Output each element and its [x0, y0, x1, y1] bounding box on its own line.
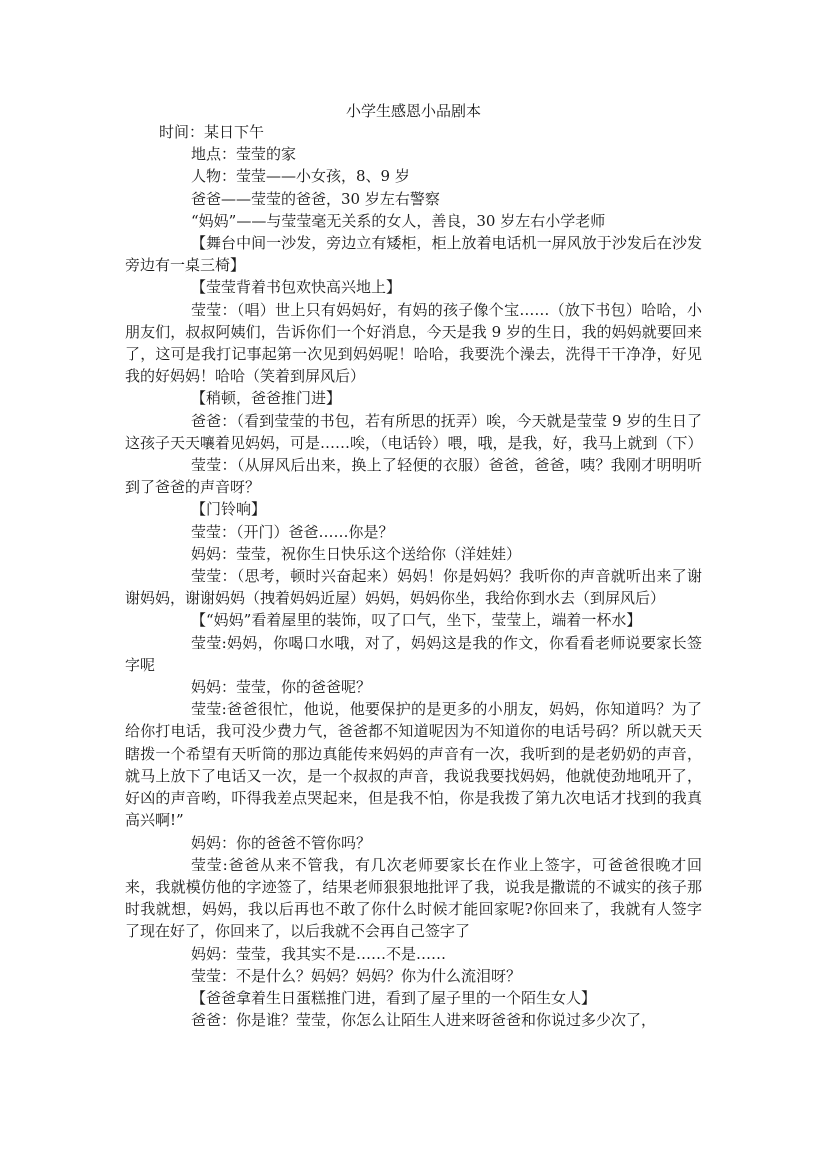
paragraph-direction-3: 【门铃响】 [191, 500, 267, 519]
paragraph-line-9: 莹莹:爸爸很忙，他说，他要保护的是更多的小朋友，妈妈，你知道吗？为了给你打电话，我可没少费力气，爸爸都不知道呢因为不知道你的电话号码？所以就天天瞎拨一个希望有天听筒的那边真能传来妈妈的声音有一次，我听到的是老奶奶的声音，就马上放下了电话又一次，是一个叔叔的声音，我说我要找妈妈，他就使劲地吼开了，好凶的声音哟，吓得我差点哭起来，但是我不怕，你是我拨了第九次电话才找到的我真高兴啊!” [125, 700, 702, 830]
paragraph-character-yingying: 人物：莹莹——小女孩，8、9 岁 [191, 167, 410, 186]
paragraph-line-11: 莹莹:爸爸从来不管我，有几次老师要家长在作业上签字，可爸爸很晚才回来，我就模仿他的字迹签了，结果老师狠狠地批评了我，说我是撒谎的不诚实的孩子那时我就想，妈妈，我以后再也不敢了你什么时候才能回家呢?你回来了，我就有人签字了现在好了，你回来了，以后我就不会再自己签字了 [125, 855, 702, 941]
document-body [125, 121, 702, 1031]
paragraph-line-8: 妈妈：莹莹，你的爸爸呢？ [191, 678, 372, 697]
paragraph-line-6: 莹莹：（思考，顿时兴奋起来）妈妈！你是妈妈？我听你的声音就听出来了谢谢妈妈，谢谢妈妈（拽着妈妈近屋）妈妈，妈妈你坐，我给你到水去（到屏风后） [125, 567, 702, 608]
paragraph-line-3: 莹莹：（从屏风后出来，换上了轻便的衣服）爸爸，爸爸，咦？我刚才明明听到了爸爸的声音呀？ [125, 456, 702, 497]
paragraph-direction-4: 【“妈妈”看着屋里的装饰，叹了口气，坐下，莹莹上，端着一杯水】 [191, 611, 642, 630]
paragraph-time: 时间：某日下午 [159, 123, 265, 141]
paragraph-line-7: 莹莹:妈妈，你喝口水哦，对了，妈妈这是我的作文，你看看老师说要家长签字呢 [125, 633, 702, 674]
paragraph-line-10: 妈妈：你的爸爸不管你吗？ [191, 833, 372, 852]
paragraph-line-14: 爸爸：你是谁？莹莹，你怎么让陌生人进来呀爸爸和你说过多少次了， [191, 1011, 657, 1030]
paragraph-stage-setting: 【舞台中间一沙发，旁边立有矮柜，柜上放着电话机一屏风放于沙发后在沙发旁边有一桌三椅】 [125, 234, 702, 275]
paragraph-character-mom: “妈妈”——与莹莹毫无关系的女人，善良，30 岁左右小学老师 [191, 211, 606, 230]
paragraph-line-12: 妈妈：莹莹，我其实不是……不是…… [191, 944, 447, 963]
paragraph-line-5: 妈妈：莹莹，祝你生日快乐这个送给你（洋娃娃） [191, 544, 522, 563]
paragraph-line-13: 莹莹：不是什么？妈妈？妈妈？你为什么流泪呀？ [191, 966, 522, 985]
paragraph-place: 地点：莹莹的家 [191, 145, 297, 164]
paragraph-line-1: 莹莹：（唱）世上只有妈妈好，有妈的孩子像个宝……（放下书包）哈哈，小朋友们，叔叔阿姨们，告诉你们一个好消息，今天是我 9 岁的生日，我的妈妈就要回来了，这可是我打记事起第一次见到妈妈呢！哈哈，我要洗个澡去，洗得干干净净，好见我的好妈妈！哈哈（笑着到屏风后） [125, 300, 702, 386]
paragraph-character-dad: 爸爸——莹莹的爸爸，30 岁左右警察 [191, 189, 440, 208]
paragraph-direction-5: 【爸爸拿着生日蛋糕推门进，看到了屋子里的一个陌生女人】 [191, 988, 597, 1007]
paragraph-line-4: 莹莹：（开门）爸爸……你是？ [191, 522, 394, 541]
document-title: 小学生感恩小品剧本 [345, 102, 481, 120]
paragraph-direction-1: 【莹莹背着书包欢快高兴地上】 [191, 278, 402, 297]
paragraph-line-2: 爸爸：（看到莹莹的书包，若有所思的抚弄）唉，今天就是莹莹 9 岁的生日了这孩子天天嚷着见妈妈，可是……唉，（电话铃）喂，哦，是我，好，我马上就到（下） [125, 411, 703, 452]
paragraph-direction-2: 【稍顿，爸爸推门进】 [191, 389, 342, 408]
